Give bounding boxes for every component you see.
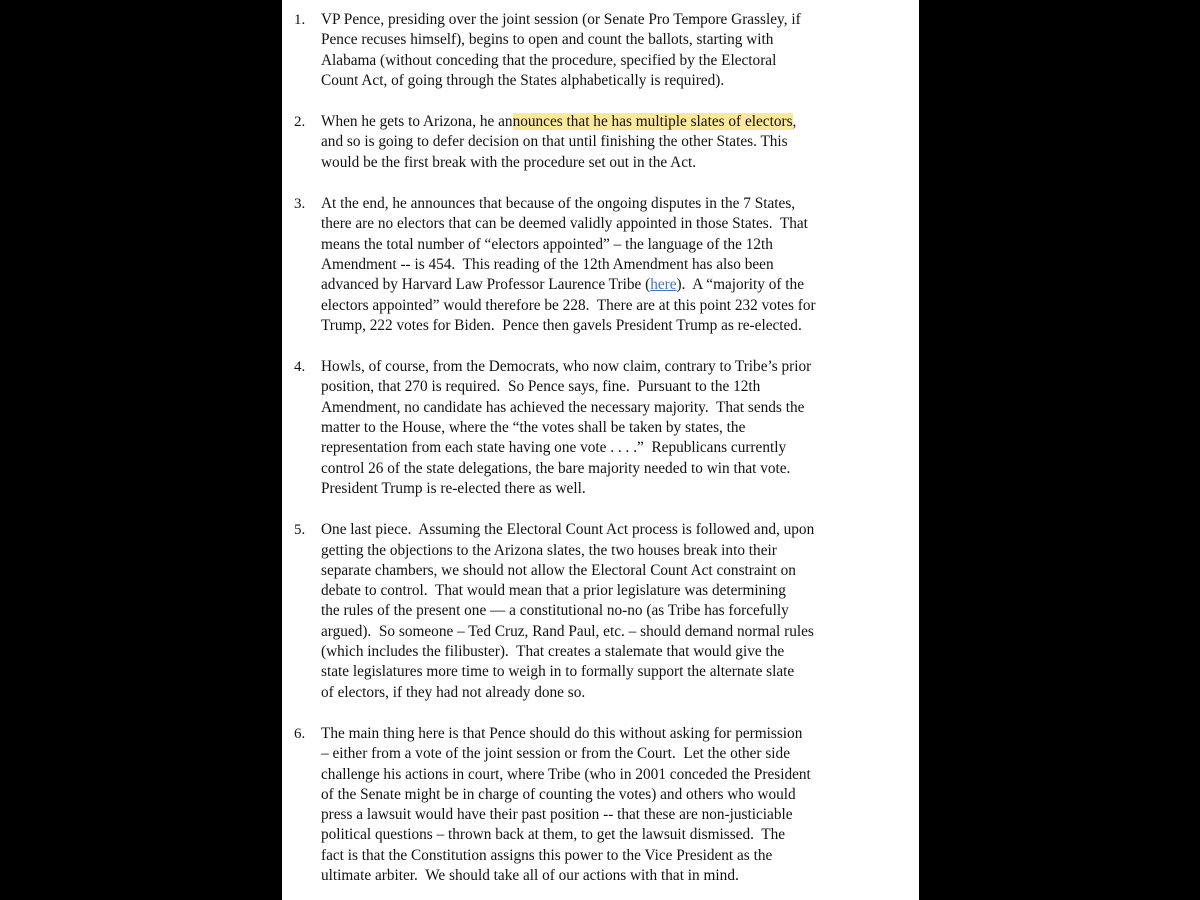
text-line: control 26 of the state delegations, the bare majority needed to win that vote. <box>321 459 791 477</box>
item-text <box>321 10 909 91</box>
item-number: 6. <box>294 725 306 742</box>
text-line <box>321 112 909 132</box>
list-item-5 <box>282 520 919 703</box>
text-line: the rules of the present one — a constitutional no-no (as Tribe has forcefully <box>321 602 789 620</box>
text-line: (which includes the filibuster). That creates a stalemate that would give the <box>321 643 785 661</box>
item-text <box>321 520 909 703</box>
text-line: state legislatures more time to weigh in to formally support the alternate slate <box>321 663 795 681</box>
text-line: Alabama (without conceding that the procedure, specified by the Electoral <box>321 51 777 69</box>
text-line: VP Pence, presiding over the joint session (or Senate Pro Tempore Grassley, if <box>321 11 801 28</box>
text-line: Amendment -- is 454. This reading of the 12th Amendment has also been <box>321 255 774 273</box>
list-item-4 <box>282 357 919 499</box>
item-number: 1. <box>294 12 306 28</box>
item-number: 4. <box>294 359 306 376</box>
text-line: Pence recuses himself), begins to open and count the ballots, starting with <box>321 31 774 49</box>
text-line: fact is that the Constitution assigns this power to the Vice President as the <box>321 846 773 864</box>
list-item-6 <box>282 724 919 886</box>
text-line: of the Senate might be in charge of counting the votes) and others who would <box>321 785 796 803</box>
text-line: The main thing here is that Pence should do this without asking for permission <box>321 724 803 742</box>
item-number: 2. <box>294 114 306 131</box>
item-text <box>321 357 909 499</box>
text-line: Count Act, of going through the States alphabetically is required). <box>321 71 725 89</box>
text-line: Howls, of course, from the Democrats, who now claim, contrary to Tribe’s prior <box>321 358 812 376</box>
text-line: challenge his actions in court, where Tribe (who in 2001 conceded the President <box>321 765 811 783</box>
text-line: President Trump is re-elected there as well. <box>321 479 586 497</box>
text-line: At the end, he announces that because of the ongoing disputes in the 7 States, <box>321 195 796 213</box>
text-line: matter to the House, where the “the votes shall be taken by states, the <box>321 419 746 437</box>
text-line <box>321 275 909 295</box>
item-text <box>321 724 909 886</box>
list-item-2 <box>282 112 919 173</box>
text-line: there are no electors that can be deemed validly appointed in those States. That <box>321 215 808 233</box>
text-line: separate chambers, we should not allow the Electoral Count Act constraint on <box>321 561 796 579</box>
item-text <box>321 194 909 336</box>
here-link[interactable]: here <box>650 276 677 294</box>
text-segment: ). A “majority of the <box>676 276 804 294</box>
list-item-3 <box>282 194 919 336</box>
text-line: Amendment, no candidate has achieved the necessary majority. That sends the <box>321 398 805 416</box>
text-line: would be the first break with the procedure set out in the Act. <box>321 153 697 171</box>
text-line: Trump, 222 votes for Biden. Pence then gavels President Trump as re-elected. <box>321 316 802 334</box>
item-number: 3. <box>294 196 306 213</box>
text-line: and so is going to defer decision on that until finishing the other States. This <box>321 133 788 151</box>
text-line: representation from each state having one vote . . . .” Republicans currently <box>321 439 787 457</box>
text-segment: advanced by Harvard Law Professor Laurence Tribe ( <box>321 276 651 294</box>
text-line: means the total number of “electors appointed” – the language of the 12th <box>321 235 773 253</box>
text-line: press a lawsuit would have their past position -- that these are non-justiciable <box>321 806 793 824</box>
text-line: electors appointed” would therefore be 228. There are at this point 232 votes for <box>321 296 816 314</box>
text-line: argued). So someone – Ted Cruz, Rand Paul, etc. – should demand normal rules <box>321 622 814 640</box>
text-line: of electors, if they had not already done so. <box>321 683 586 701</box>
text-segment: , <box>792 113 797 131</box>
list-item-1 <box>282 10 919 91</box>
numbered-list <box>282 10 919 900</box>
text-line: One last piece. Assuming the Electoral Count Act process is followed and, upon <box>321 521 815 539</box>
item-text <box>321 112 909 173</box>
highlighted-text: nounces that he has multiple slates of electors <box>512 113 793 131</box>
text-line: getting the objections to the Arizona slates, the two houses break into their <box>321 541 777 559</box>
document-page <box>282 0 919 900</box>
text-line: – either from a vote of the joint session or from the Court. Let the other side <box>321 745 790 763</box>
text-line: debate to control. That would mean that a prior legislature was determining <box>321 582 786 600</box>
item-number: 5. <box>294 522 306 539</box>
text-segment: When he gets to Arizona, he an <box>321 113 513 131</box>
text-line: political questions – thrown back at them, to get the lawsuit dismissed. The <box>321 826 786 844</box>
text-line: position, that 270 is required. So Pence says, fine. Pursuant to the 12th <box>321 378 761 396</box>
text-line: ultimate arbiter. We should take all of our actions with that in mind. <box>321 866 739 884</box>
